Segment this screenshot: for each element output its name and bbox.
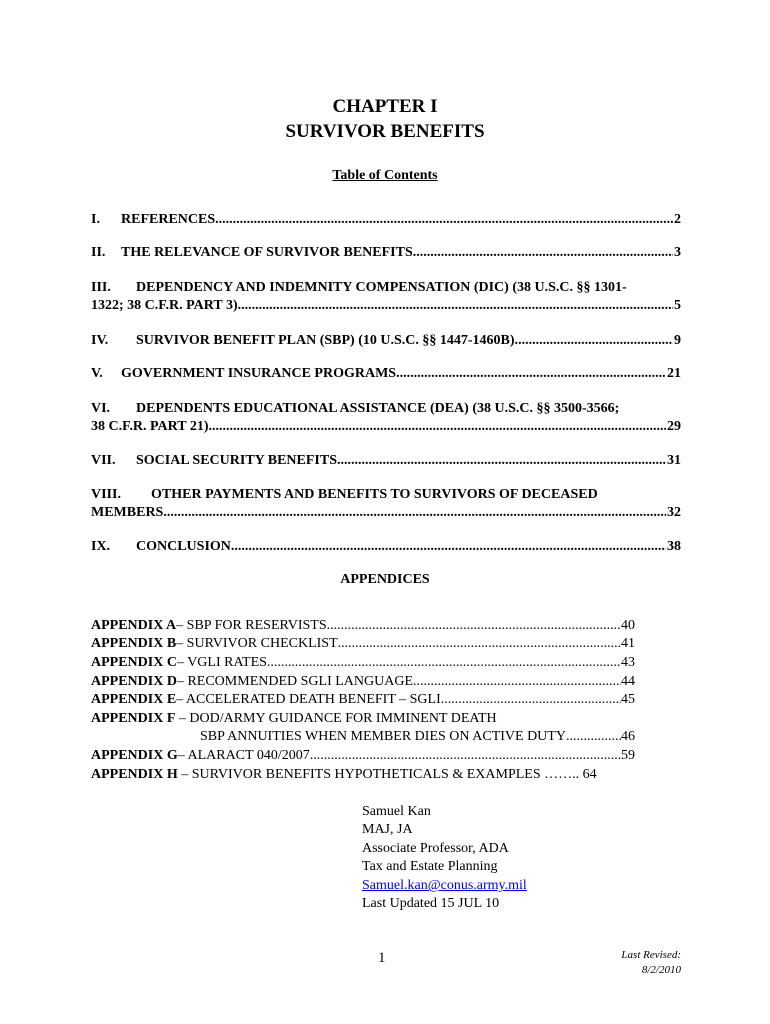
toc-entry-line (91, 487, 598, 503)
appendix-label: APPENDIX A (91, 618, 177, 633)
author-email-link[interactable]: Samuel.kan@conus.army.mil (362, 878, 527, 893)
toc-text: REFERENCES (121, 212, 216, 227)
toc-text: 38 C.F.R. PART 21). (91, 419, 212, 434)
toc-text: SOCIAL SECURITY BENEFITS. (136, 453, 341, 468)
appendices-heading: APPENDICES (340, 572, 430, 587)
appendix-page: 44 (621, 674, 635, 689)
toc-text: THE RELEVANCE OF SURVIVOR BENEFITS. (121, 245, 417, 260)
appendix-text: SBP ANNUITIES WHEN MEMBER DIES ON ACTIVE DUTY (200, 729, 566, 744)
toc-page: 2 (674, 212, 681, 227)
appendix-entry (91, 618, 635, 636)
appendix-page: 46 (621, 729, 635, 744)
toc-entry (91, 212, 681, 230)
chapter-title: SURVIVOR BENEFITS (285, 121, 485, 142)
toc-page: 5 (674, 298, 681, 313)
toc-leader (416, 245, 673, 261)
author-department: Tax and Estate Planning (362, 859, 498, 874)
appendix-leader (267, 655, 621, 671)
appendix-text: – DOD/ARMY GUIDANCE FOR IMMINENT DEATH (175, 711, 497, 726)
appendix-label: APPENDIX B (91, 636, 177, 651)
appendix-text: – ALARACT 040/2007 (177, 748, 310, 763)
appendix-entry (200, 729, 635, 747)
appendix-leader (327, 618, 621, 634)
appendix-text: – ACCELERATED DEATH BENEFIT – SGLI (176, 692, 441, 707)
appendix-entry-line (91, 711, 497, 727)
toc-text: OTHER PAYMENTS AND BENEFITS TO SURVIVORS OF DECEASED (151, 487, 598, 502)
toc-number: V. (91, 366, 103, 381)
toc-text: MEMBERS. (91, 505, 167, 520)
toc-entry (91, 453, 681, 471)
toc-page: 31 (667, 453, 681, 468)
toc-leader (215, 212, 673, 228)
toc-entry-line (91, 401, 619, 417)
appendix-label: APPENDIX C (91, 655, 177, 670)
appendix-leader (441, 692, 621, 708)
toc-entry (91, 539, 681, 557)
last-updated: Last Updated 15 JUL 10 (362, 896, 500, 911)
appendix-page: 59 (621, 748, 635, 763)
toc-number: III. (91, 280, 111, 295)
toc-number: II. (91, 245, 106, 260)
toc-entry (91, 333, 681, 351)
appendix-entry (91, 636, 635, 654)
toc-number: VIII. (91, 487, 121, 502)
toc-entry-line (91, 280, 627, 296)
appendix-text: – SURVIVOR BENEFITS HYPOTHETICALS & EXAMPLES …….. 64 (177, 767, 597, 782)
author-position: Associate Professor, ADA (362, 841, 509, 856)
toc-number: IV. (91, 333, 109, 348)
appendix-text: – SBP FOR RESERVISTS (176, 618, 327, 633)
appendix-label: APPENDIX D (91, 674, 177, 689)
appendix-entry (91, 655, 635, 673)
last-revised-date: 8/2/2010 (641, 964, 681, 976)
toc-leader (341, 453, 667, 469)
toc-entry (91, 245, 681, 263)
toc-entry (91, 298, 681, 316)
appendix-text: – VGLI RATES (176, 655, 267, 670)
appendix-entry (91, 767, 597, 783)
toc-leader (241, 298, 673, 314)
appendix-page: 43 (621, 655, 635, 670)
appendix-label: APPENDIX H (91, 767, 178, 782)
author-rank: MAJ, JA (362, 822, 413, 837)
appendix-label: APPENDIX F (91, 711, 176, 726)
appendix-entry (91, 748, 635, 766)
toc-page: 21 (667, 366, 681, 381)
appendix-label: APPENDIX E (91, 692, 177, 707)
appendix-leader (310, 748, 621, 764)
toc-text: DEPENDENCY AND INDEMNITY COMPENSATION (DIC) (38 U.S.C. §§ 1301- (136, 280, 627, 295)
toc-leader (167, 505, 666, 521)
page-number: 1 (378, 950, 386, 966)
toc-text: 1322; 38 C.F.R. PART 3). (91, 298, 242, 313)
toc-number: I. (91, 212, 100, 227)
toc-number: VI. (91, 401, 111, 416)
appendix-entry (91, 692, 635, 710)
toc-text: CONCLUSION. (136, 539, 235, 554)
toc-leader (400, 366, 666, 382)
author-name: Samuel Kan (362, 804, 431, 819)
toc-number: IX. (91, 539, 111, 554)
toc-text: SURVIVOR BENEFIT PLAN (SBP) (10 U.S.C. §§ 1447-1460B). (136, 333, 519, 348)
toc-page: 29 (667, 419, 681, 434)
chapter-number: CHAPTER I (332, 96, 438, 117)
toc-text: DEPENDENTS EDUCATIONAL ASSISTANCE (DEA) (38 U.S.C. §§ 3500-3566; (136, 401, 620, 416)
last-revised-label: Last Revised: (621, 949, 681, 961)
toc-title: Table of Contents (332, 168, 438, 183)
appendix-leader (338, 636, 621, 652)
appendix-leader (413, 674, 621, 690)
appendix-page: 40 (621, 618, 635, 633)
toc-text: GOVERNMENT INSURANCE PROGRAMS. (121, 366, 400, 381)
appendix-label: APPENDIX G (91, 748, 178, 763)
toc-number: VII. (91, 453, 116, 468)
appendix-text: – RECOMMENDED SGLI LANGUAGE (176, 674, 413, 689)
toc-page: 38 (667, 539, 681, 554)
appendix-page: 41 (621, 636, 635, 651)
appendix-entry (91, 674, 635, 692)
toc-entry (91, 366, 681, 384)
toc-entry (91, 419, 681, 437)
toc-leader (212, 419, 666, 435)
toc-leader (518, 333, 673, 349)
toc-entry (91, 505, 681, 523)
author-email-line (362, 878, 527, 894)
appendix-text: – SURVIVOR CHECKLIST (176, 636, 338, 651)
toc-page: 3 (674, 245, 681, 260)
toc-page: 9 (674, 333, 681, 348)
appendix-leader (566, 729, 621, 745)
appendix-page: 45 (621, 692, 635, 707)
toc-leader (234, 539, 666, 555)
toc-page: 32 (667, 505, 681, 520)
